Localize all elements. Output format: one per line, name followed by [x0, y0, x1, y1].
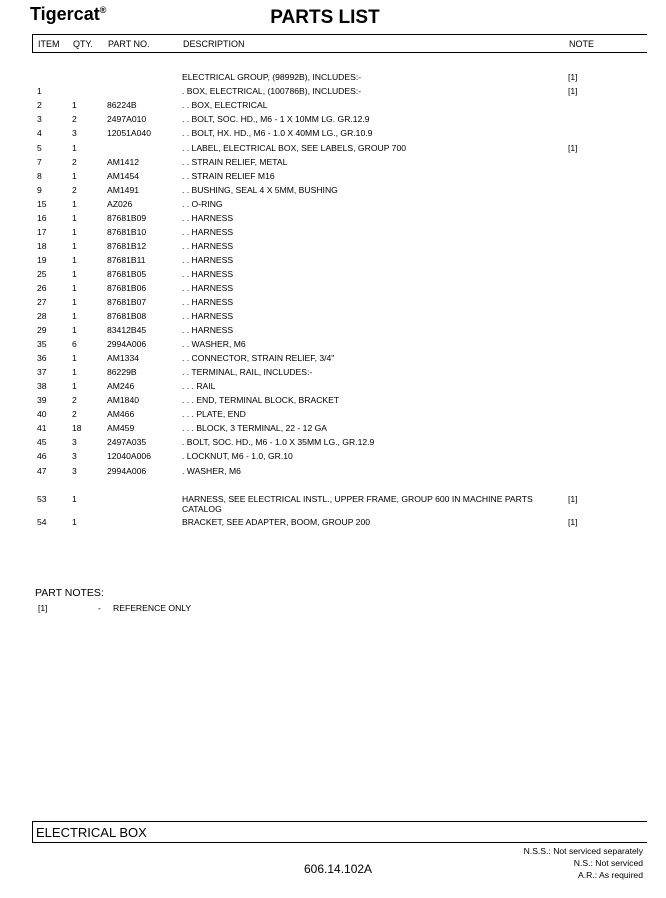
part-number: 2497A010 — [107, 114, 147, 124]
description: . . HARNESS — [182, 269, 234, 279]
legend-nss: N.S.S.: Not serviced separately — [523, 846, 643, 856]
item-number: 39 — [37, 395, 47, 405]
description: . . LABEL, ELECTRICAL BOX, SEE LABELS, GROUP 700 — [182, 143, 407, 153]
part-number: 86229B — [107, 367, 137, 377]
quantity: 1 — [72, 367, 77, 377]
item-number: 37 — [37, 367, 47, 377]
quantity: 2 — [72, 114, 77, 124]
part-number: 83412B45 — [107, 325, 147, 335]
description: . BOX, ELECTRICAL, (100786B), INCLUDES:- — [182, 86, 362, 96]
item-number: 46 — [37, 451, 47, 461]
item-number: 15 — [37, 199, 47, 209]
registered-mark: ® — [99, 5, 107, 15]
part-number: AM1840 — [107, 395, 140, 405]
item-number: 26 — [37, 283, 47, 293]
item-number: 19 — [37, 255, 47, 265]
table-row — [0, 494, 666, 514]
description: . WASHER, M6 — [182, 466, 241, 476]
quantity: 1 — [72, 494, 77, 504]
table-row — [0, 381, 666, 393]
note-ref: [1] — [568, 143, 578, 153]
table-row — [0, 241, 666, 253]
quantity: 6 — [72, 339, 77, 349]
item-number: 35 — [37, 339, 47, 349]
table-row — [0, 339, 666, 351]
description: . BOLT, SOC. HD., M6 - 1.0 X 35MM LG., GR.12.9 — [182, 437, 375, 447]
note-ref: [1] — [568, 86, 578, 96]
item-number: 25 — [37, 269, 47, 279]
quantity: 1 — [72, 353, 77, 363]
part-number: AM459 — [107, 423, 135, 433]
item-number: 29 — [37, 325, 47, 335]
description: . . BUSHING, SEAL 4 X 5MM, BUSHING — [182, 185, 338, 195]
part-number: 12040A006 — [107, 451, 151, 461]
quantity: 3 — [72, 451, 77, 461]
item-number: 45 — [37, 437, 47, 447]
quantity: 1 — [72, 199, 77, 209]
description: . . HARNESS — [182, 325, 234, 335]
legend-ns: N.S.: Not serviced — [573, 858, 643, 868]
quantity: 1 — [72, 297, 77, 307]
quantity: 1 — [72, 325, 77, 335]
description: . . O-RING — [182, 199, 223, 209]
description: . LOCKNUT, M6 - 1.0, GR.10 — [182, 451, 293, 461]
part-number: 87681B10 — [107, 227, 147, 237]
quantity: 1 — [72, 100, 77, 110]
item-number: 47 — [37, 466, 47, 476]
item-number: 28 — [37, 311, 47, 321]
part-number: AZ026 — [107, 199, 133, 209]
description: . . HARNESS — [182, 227, 234, 237]
table-row — [0, 114, 666, 126]
section-title-bar — [32, 821, 647, 843]
quantity: 2 — [72, 409, 77, 419]
table-row — [0, 367, 666, 379]
col-desc-header: DESCRIPTION — [183, 39, 245, 49]
note-ref: [1] — [568, 494, 578, 504]
table-row — [0, 395, 666, 407]
item-number: 27 — [37, 297, 47, 307]
table-row — [0, 86, 666, 98]
item-number: 16 — [37, 213, 47, 223]
description: . . . RAIL — [182, 381, 216, 391]
quantity: 2 — [72, 185, 77, 195]
part-number: 87681B05 — [107, 269, 147, 279]
item-number: 1 — [37, 86, 42, 96]
quantity: 1 — [72, 311, 77, 321]
part-number: AM466 — [107, 409, 135, 419]
description: . . HARNESS — [182, 255, 234, 265]
quantity: 1 — [72, 241, 77, 251]
table-row — [0, 325, 666, 337]
col-qty-header: QTY. — [73, 39, 93, 49]
part-number: 12051A040 — [107, 128, 151, 138]
description: . . HARNESS — [182, 241, 234, 251]
item-number: 2 — [37, 100, 42, 110]
part-number: 2994A006 — [107, 466, 147, 476]
note-ref: [1] — [568, 517, 578, 527]
quantity: 1 — [72, 171, 77, 181]
description: . . . BLOCK, 3 TERMINAL, 22 - 12 GA — [182, 423, 328, 433]
table-row — [0, 128, 666, 140]
description: . . HARNESS — [182, 283, 234, 293]
table-row — [0, 423, 666, 435]
item-number: 53 — [37, 494, 47, 504]
description: . . BOLT, HX. HD., M6 - 1.0 X 40MM LG., GR.10.9 — [182, 128, 373, 138]
page-title — [0, 7, 666, 29]
part-number: 87681B08 — [107, 311, 147, 321]
note-ref: [1] — [568, 72, 578, 82]
part-number: AM1412 — [107, 157, 140, 167]
section-title: ELECTRICAL BOX — [36, 825, 147, 840]
part-number: 87681B07 — [107, 297, 147, 307]
note-text: REFERENCE ONLY — [113, 603, 192, 613]
description: . . BOX, ELECTRICAL — [182, 100, 268, 110]
item-number: 40 — [37, 409, 47, 419]
table-row — [0, 185, 666, 197]
description: . . HARNESS — [182, 297, 234, 307]
part-number: AM1334 — [107, 353, 140, 363]
item-number: 41 — [37, 423, 47, 433]
brand-name: Tigercat — [30, 4, 100, 24]
part-number: AM246 — [107, 381, 135, 391]
quantity: 1 — [72, 213, 77, 223]
col-note-header: NOTE — [569, 39, 595, 49]
table-row — [0, 143, 666, 155]
table-row — [0, 297, 666, 309]
description: . . STRAIN RELIEF, METAL — [182, 157, 288, 167]
part-number: 2497A035 — [107, 437, 147, 447]
description: . . HARNESS — [182, 213, 234, 223]
item-number: 9 — [37, 185, 42, 195]
item-number: 38 — [37, 381, 47, 391]
item-number: 17 — [37, 227, 47, 237]
description: . . TERMINAL, RAIL, INCLUDES:- — [182, 367, 313, 377]
table-row — [0, 437, 666, 449]
quantity: 18 — [72, 423, 82, 433]
description: . . CONNECTOR, STRAIN RELIEF, 3/4" — [182, 353, 335, 363]
note-dash: - — [98, 603, 101, 613]
part-number: AM1454 — [107, 171, 140, 181]
part-number: 86224B — [107, 100, 137, 110]
quantity: 1 — [72, 227, 77, 237]
table-row — [0, 157, 666, 169]
quantity: 1 — [72, 517, 77, 527]
description: . . STRAIN RELIEF M16 — [182, 171, 275, 181]
part-number: 2994A006 — [107, 339, 147, 349]
table-row — [0, 255, 666, 267]
part-notes-title: PART NOTES: — [35, 587, 104, 599]
part-number: 87681B06 — [107, 283, 147, 293]
part-number: 87681B09 — [107, 213, 147, 223]
description: . . WASHER, M6 — [182, 339, 246, 349]
item-number: 36 — [37, 353, 47, 363]
quantity: 1 — [72, 269, 77, 279]
item-number: 3 — [37, 114, 42, 124]
description: . . BOLT, SOC. HD., M6 - 1 X 10MM LG. GR.12.9 — [182, 114, 370, 124]
description: . . HARNESS — [182, 311, 234, 321]
col-part-header: PART NO. — [108, 39, 150, 49]
table-row — [0, 283, 666, 295]
quantity: 3 — [72, 466, 77, 476]
quantity: 3 — [72, 128, 77, 138]
part-number: AM1491 — [107, 185, 140, 195]
abbreviation-legend — [524, 845, 643, 881]
table-row — [0, 409, 666, 421]
table-row — [0, 311, 666, 323]
item-number: 5 — [37, 143, 42, 153]
quantity: 2 — [72, 157, 77, 167]
table-row — [0, 227, 666, 239]
quantity: 1 — [72, 143, 77, 153]
description: ELECTRICAL GROUP, (98992B), INCLUDES:- — [182, 72, 362, 82]
table-row — [0, 517, 666, 529]
quantity: 1 — [72, 283, 77, 293]
table-row — [0, 353, 666, 365]
description: HARNESS, SEE ELECTRICAL INSTL., UPPER FRAME, GROUP 600 IN MACHINE PARTS CATALOG — [182, 494, 533, 514]
note-code: [1] — [38, 603, 48, 613]
legend-ar: A.R.: As required — [578, 870, 643, 880]
part-number: 87681B12 — [107, 241, 147, 251]
item-number: 8 — [37, 171, 42, 181]
quantity: 3 — [72, 437, 77, 447]
description: . . . PLATE, END — [182, 409, 246, 419]
quantity: 2 — [72, 395, 77, 405]
quantity: 1 — [72, 381, 77, 391]
table-header — [32, 34, 647, 53]
table-row — [0, 199, 666, 211]
description: BRACKET, SEE ADAPTER, BOOM, GROUP 200 — [182, 517, 371, 527]
item-number: 4 — [37, 128, 42, 138]
item-number: 54 — [37, 517, 47, 527]
document-number: 606.14.102A — [304, 862, 373, 876]
item-number: 7 — [37, 157, 42, 167]
quantity: 1 — [72, 255, 77, 265]
col-item-header: ITEM — [38, 39, 60, 49]
table-row — [0, 171, 666, 183]
page-title-text: PARTS LIST — [270, 7, 380, 28]
table-row — [0, 451, 666, 463]
table-row — [0, 100, 666, 112]
description: . . . END, TERMINAL BLOCK, BRACKET — [182, 395, 340, 405]
table-row — [0, 72, 666, 84]
table-row — [0, 269, 666, 281]
table-row — [0, 213, 666, 225]
item-number: 18 — [37, 241, 47, 251]
part-number: 87681B11 — [107, 255, 146, 265]
table-row — [0, 466, 666, 478]
